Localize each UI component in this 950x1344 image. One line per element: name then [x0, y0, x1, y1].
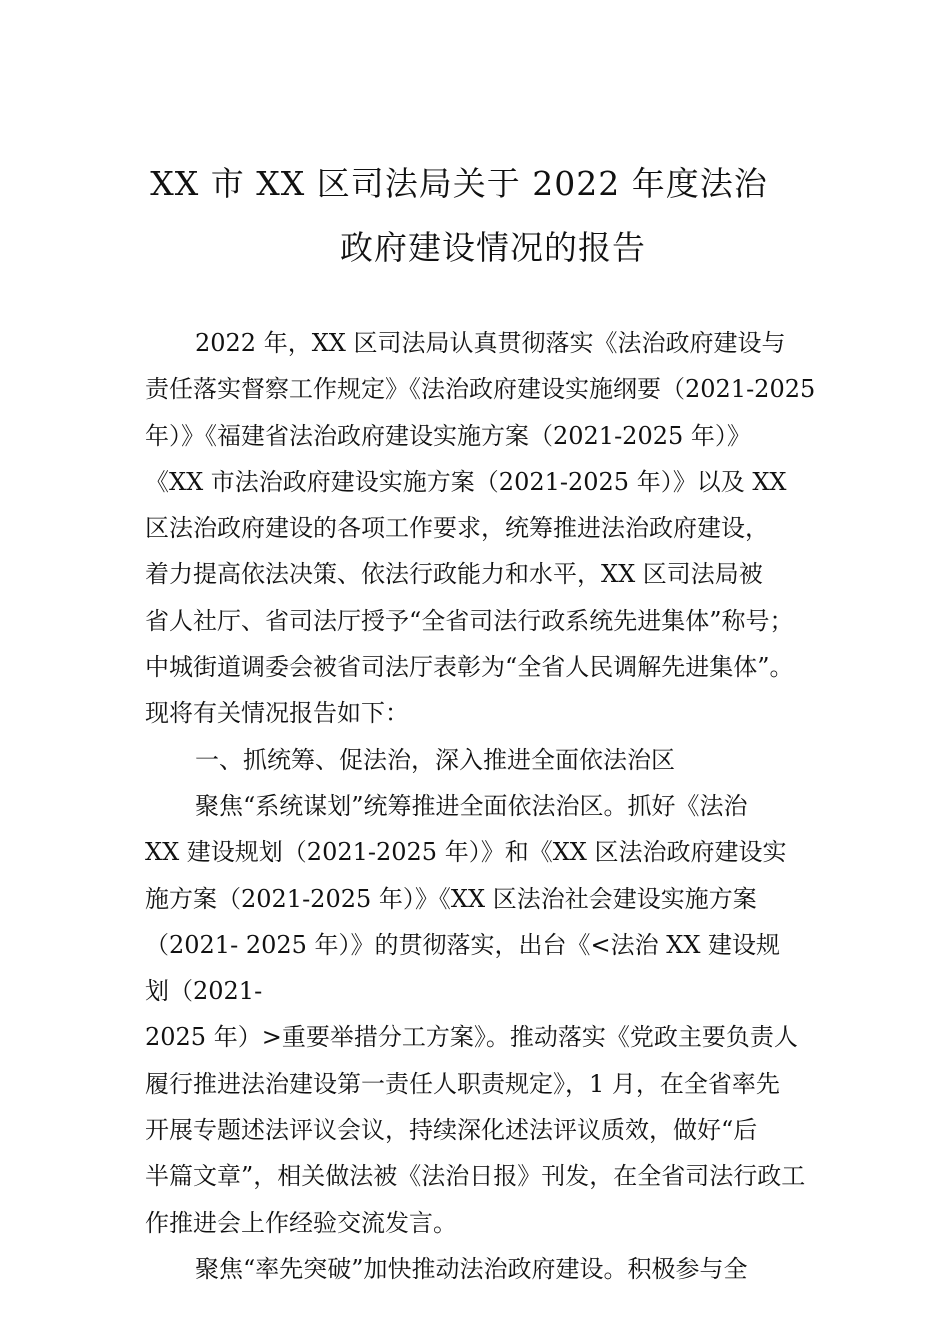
body-line: 区法治政府建设的各项工作要求，统筹推进法治政府建设，: [145, 514, 769, 543]
body-line: 年）》《福建省法治政府建设实施方案（2021-2025 年）》: [145, 421, 751, 450]
document-title-line-1: XX 市 XX 区司法局关于 2022 年度法治: [150, 164, 768, 203]
body-line: 责任落实督察工作规定》《法治政府建设实施纲要（2021-2025: [145, 375, 816, 404]
body-line: 着力提高依法决策、依法行政能力和水平，XX 区司法局被: [145, 560, 763, 589]
body-line: 施方案（2021-2025 年）》《XX 区法治社会建设实施方案: [145, 884, 757, 913]
body-line: （2021- 2025 年）》的贯彻落实，出台《<法治 XX 建设规: [145, 930, 781, 959]
body-line: 聚焦“率先突破”加快推动法治政府建设。积极参与全: [195, 1254, 748, 1283]
section-heading-1: 一、抓统筹、促法治，深入推进全面依法治区: [195, 745, 675, 774]
body-line: 2022 年，XX 区司法局认真贯彻落实《法治政府建设与: [195, 329, 786, 357]
document-body: [145, 320, 825, 1292]
body-line: XX 建设规划（2021-2025 年）》和《XX 区法治政府建设实: [145, 838, 787, 867]
body-line: 聚焦“系统谋划”统筹推进全面依法治区。抓好《法治: [195, 791, 748, 820]
body-line: 现将有关情况报告如下：: [145, 699, 409, 728]
body-line: 履行推进法治建设第一责任人职责规定》，1 月，在全省率先: [145, 1069, 780, 1098]
body-line: 《XX 市法治政府建设实施方案（2021-2025 年）》以及 XX: [145, 467, 787, 496]
document-title-line-2: 政府建设情况的报告: [340, 228, 646, 267]
body-line: 开展专题述法评议会议，持续深化述法评议质效，做好“后: [145, 1116, 758, 1145]
body-line: 省人社厅、省司法厅授予“全省司法行政系统先进集体”称号；: [145, 606, 794, 635]
body-line: 中城街道调委会被省司法厅表彰为“全省人民调解先进集体”。: [145, 653, 794, 682]
body-line: 2025 年）>重要举措分工方案》。推动落实《党政主要负责人: [145, 1023, 798, 1052]
body-line: 划（2021-: [145, 977, 263, 1006]
body-line: 半篇文章”，相关做法被《法治日报》刊发，在全省司法行政工: [145, 1162, 806, 1191]
body-line: 作推进会上作经验交流发言。: [145, 1208, 457, 1237]
